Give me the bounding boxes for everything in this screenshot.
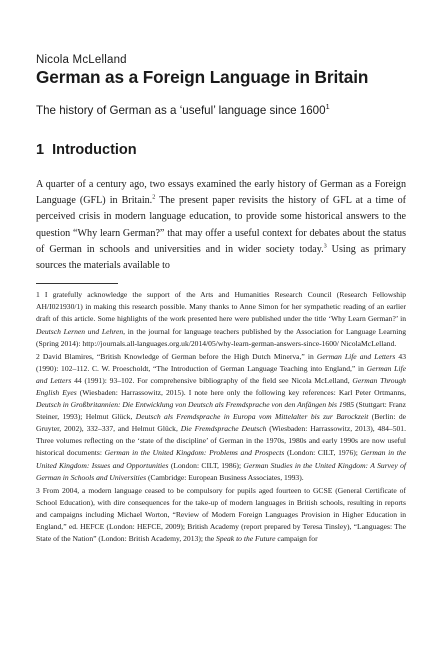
footnote-number: 1 xyxy=(36,290,40,300)
body-paragraph xyxy=(36,177,406,274)
footnote-text: (London: CILT, 1976); xyxy=(284,448,361,458)
section-title: Introduction xyxy=(52,142,137,158)
footnote-italic: Die Fremdsprache Deutsch xyxy=(180,424,267,434)
footnote-italic: Deutsch in Großbritannien: Die Entwicklung von Deutsch als Fremdsprache von den Anfängen bis 1985 xyxy=(36,400,355,410)
footnote-divider xyxy=(36,283,118,284)
footnote-italic: German in the United Kingdom: Problems and Prospects xyxy=(104,448,285,458)
body-text-2: The present paper revisits the history of GFL at a time of perceived crisis in modern language education, to provide some historical answers to the question “Why learn German?” that may offer a useful context for debates about the status of German in schools and universities and in wider society today. xyxy=(36,195,406,255)
footnote-italic: German Studies in the United Kingdom: A Survey of German in Schools and Universities xyxy=(36,460,406,482)
footnote-text: (Berlin: de Gruyter, 2002), 332–337, and Helmut Glück, xyxy=(36,412,406,434)
footnote-text: (Wiesbaden: Harrassowitz, 2013), 484–501. Three volumes reflecting on the ‘state of the discipline’ of German in the 1970s, 1980s and early 1990s are now useful historical documents: xyxy=(36,424,407,458)
footnote-text: (Stuttgart: Franz Steiner, 1993); Helmut Glück, xyxy=(36,400,406,422)
footnote-1 xyxy=(36,289,406,349)
body-text-3: Using as primary sources the materials available to xyxy=(36,243,406,272)
footnote-italic: German Life and Letters xyxy=(36,363,406,385)
footnote-italic: German Life and Letters xyxy=(316,351,396,361)
footnote-italic: Deutsch als Fremdsprache in Europa vom Mittelalter bis zur Barockzeit xyxy=(135,412,369,422)
footnote-text: 43 (1990): 102–112. C. W. Proescholdt, “The Introduction of German Language Teaching into England,” in xyxy=(36,351,407,373)
section-heading xyxy=(36,142,406,158)
footnote-text: (Wiesbaden: Harrassowitz, 2015). I note here only the following key references: Karl Peter Ortmanns, xyxy=(76,387,406,397)
footnote-italic: German in the United Kingdom: Issues and Opportunities xyxy=(36,448,406,470)
footnote-text[interactable]: , in the journal for language teachers published by the Association for Language Learning (Spring 2014): http://journals.all-languages.org.uk/2014/05/why-learn-german-answers-since-1600/ NicolaMcLelland. xyxy=(36,326,406,348)
footnote-3 xyxy=(36,485,406,545)
footnote-ref-3[interactable]: 3 xyxy=(323,242,327,250)
footnote-text: campaign for xyxy=(275,534,318,544)
footnote-text: From 2004, a modern language ceased to be compulsory for pupils aged fourteen to GCSE (General Certificate of School Education), with dire consequences for the take-up of modern languages in British schools, resulting in reports and campaigns including Michael Worton, “Review of Modern Foreign Languages Provision in Higher Education in England,” ed. HEFCE (London: HEFCE, 2009); British Academy (report prepared by Teresa Tinsley), “Languages: The State of the Nation” (London: British Academy, 2013); the xyxy=(36,485,406,544)
footnote-italic: Speak to the Future xyxy=(216,534,276,544)
footnote-text: 44 (1991): 93–102. For comprehensive bibliography of the field see Nicola McLelland, xyxy=(71,375,353,385)
article-subtitle xyxy=(36,104,406,117)
author-name: Nicola McLelland xyxy=(36,54,127,66)
section-number: 1 xyxy=(36,142,45,158)
body-text-1: A quarter of a century ago, two essays examined the early history of German as a Foreign Language (GFL) in Britain. xyxy=(36,179,406,207)
footnote-ref-2[interactable]: 2 xyxy=(152,193,156,201)
article-title: German as a Foreign Language in Britain xyxy=(36,67,369,87)
footnote-text: (London: CILT, 1986); xyxy=(168,460,244,470)
footnote-text: David Blamires, “British Knowledge of German before the High Dutch Minerva,” in xyxy=(39,351,317,361)
footnote-text: I gratefully acknowledge the support of the Arts and Humanities Research Council (Research Fellowship AH/I021930/1) in making this research possible. Many thanks to Anne Simon for her sympathetic reading of an earlier draft of this article. Some highlights of the work presented here were published under the title ‘Why Learn German?’ in xyxy=(36,290,406,324)
footnote-ref-1[interactable]: 1 xyxy=(325,102,330,112)
subtitle-text: The history of German as a ‘useful’ language since 1600 xyxy=(36,104,326,117)
footnote-text: (Cambridge: European Business Associates, 1993). xyxy=(146,472,304,482)
footnote-number: 3 xyxy=(36,485,40,495)
footnote-italic: German Through English Eyes xyxy=(36,375,406,397)
footnote-2 xyxy=(36,351,406,484)
footnote-number: 2 xyxy=(36,351,40,361)
footnote-italic: Deutsch Lernen und Lehren xyxy=(36,326,124,336)
